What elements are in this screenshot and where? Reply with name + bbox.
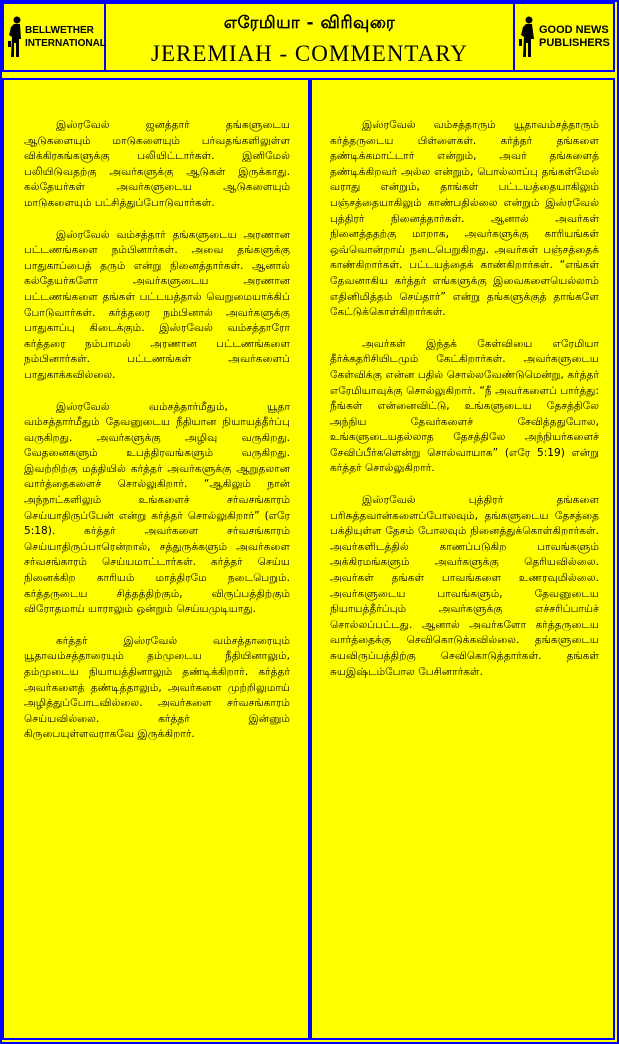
person-lamp-icon: [519, 15, 537, 59]
paragraph: இஸ்ரவேல் வம்சத்தார் தங்களுடைய அரணான பட்டணங்களை நம்பினார்கள். அவை தங்களுக்கு பாதுகாப்பைத் தரும் என்று நினைத்தார்கள். ஆனால் கல்தேயர்களோ அவர்களுடைய அரணான பட்டணங்களை தங்கள் பட்டயத்தால் வெறுமையாக்கிப் போடுவார்கள். கர்த்தரை நம்பினால் அவர்களுக்கு பாதுகாப்பு கிடைக்கும். இஸ்ரவேல் வம்சத்தாரோ கர்த்தரை நம்பாமல் அரணான பட்டணங்களை நம்பினார்கள். பட்டணங்கள் அவர்களைப் பாதுகாக்கவில்லை.: [24, 228, 290, 381]
paragraph: இஸ்ரவேல் வம்சத்தார்மீதும், யூதா வம்சத்தார்மீதும் தேவனுடைய நீதியான நியாயத்தீர்ப்பு வருகிறது. அவர்களுக்கு அழிவு வருகிறது. வேதனைகளும் உபத்திரவங்களும் வருகிறது. இவற்றிற்கு மத்தியில் கர்த்தர் அவர்களுக்கு ஆறுதலான வார்த்தைகளைச் சொல்லுகிறார். “ஆகிலும் நான் அந்நாட்களிலும் உங்களைச் சர்வசங்காரம் செய்யாதிருப்பேன் என்று கர்த்தர் சொல்லுகிறார்” (எரே 5:18). கர்த்தர் அவர்களை சர்வசங்காரம் செய்யாதிருப்பாரென்றால், சத்துருக்களும் அவர்களை சர்வசங்காரம் செய்யமாட்டார்கள். கர்த்தர் செய்ய நினைக்கிற காரியம் மாத்திரமே நடைபெறும். கர்த்தருடைய சித்தத்திற்கும், விருப்பத்திற்கும் விரோதமாய் யாராலும் ஒன்றும் செய்யமுடியாது.: [24, 400, 290, 616]
right-column: [310, 78, 615, 1040]
paragraph: இஸ்ரவேல் புத்திரர் தங்களை பரிசுத்தவான்களைப்போலவும், தங்களுடைய தேசத்தை பக்தியுள்ள தேசம் போலவும் நினைத்துக்கொள்கிறார்கள். அவர்களிடத்தில் காணப்படுகிற பாவங்களும் அக்கிரமங்களும் அவர்களுக்கு தெரியவில்லை. அவர்கள் தங்கள் பாவங்களை உணரவுமில்லை. அவர்களுடைய பாவங்களும், தேவனுடைய நியாயத்தீர்ப்பும் அவர்களுக்கு எச்சரிப்பாய்ச் சொல்லப்பட்டது. ஆனால் அவர்களோ கர்த்தருடைய வார்த்தைக்கு செவிகொடுக்கவில்லை. தங்களுடைய சுயவிருப்பத்திற்கு செவிகொடுத்தார்கள். தங்கள் சுயஇஷ்டம்போல பேசினார்கள்.: [330, 494, 599, 678]
title-tamil: எரேமியா - விரிவுரை: [223, 13, 396, 33]
paragraph: இஸ்ரவேல் ஜனத்தார் தங்களுடைய ஆடுகளையும் மாடுகளையும் பர்வதங்களிலுள்ள விக்கிரகங்களுக்கு பலியிட்டார்கள். இனிமேல் பலியிடுவதற்கு அவர்களுக்கு ஆடுகள் இருக்காது. கல்தேயர்கள் அவர்களுடைய ஆடுகளையும் மாடுகளையும் பட்சித்துப்போடுவார்கள்.: [24, 119, 290, 209]
paragraph: கர்த்தர் இஸ்ரவேல் வம்சத்தாரையும் யூதாவம்சத்தாரையும் தம்முடைய நீதியினாலும், தம்முடைய நியாயத்தினாலும் தண்டிக்கிறார். கர்த்தர் அவர்களைத் தண்டித்தாலும், அவர்களை முற்றிலுமாய் அழித்துப்போடவில்லை. அவர்களை சர்வசங்காரம் செய்யவில்லை. கர்த்தர் இன்னும் கிருபையுள்ளவராகவே இருக்கிறார்.: [24, 634, 290, 741]
logo-right-line2: PUBLISHERS: [539, 37, 610, 49]
paragraph: அவர்கள் இந்தக் கேள்வியை எரேமியா தீர்க்கதரிசியிடமும் கேட்கிறார்கள். அவர்களுடைய கேள்விக்கு என்ன பதில் சொல்லவேண்டுமென்று, கர்த்தர் எரேமியாவுக்கு சொல்லுகிறார். “நீ அவர்களைப் பார்த்து: நீங்கள் என்னைவிட்டு, உங்களுடைய தேசத்திலே அந்நிய தேவர்களைச் சேவித்ததுபோல, உங்களுடையதல்லாத தேசத்திலே அந்நியர்களைச் சேவிப்பீர்களென்று சொல்வாயாக” (எரே 5:19) என்று கர்த்தர் சொல்லுகிறார்.: [330, 337, 599, 475]
person-lamp-icon: [8, 15, 22, 59]
left-column: [2, 78, 310, 1040]
header-title: [106, 2, 513, 72]
logo-left-line1: BELLWETHER: [25, 25, 94, 36]
paragraph: இஸ்ரவேல் வம்சத்தாரும் யூதாவம்சத்தாரும் கர்த்தருடைய பிள்ளைகள். கர்த்தர் தங்களை தண்டிக்கமாட்டார் என்றும், அவர் தங்களைத் தண்டிக்கிறவர் அல்ல என்றும், பொல்லாப்பு தங்கள்மேல் வராது என்றும், தாங்கள் பட்டயத்தையாகிலும் பஞ்சத்தையாகிலும் காண்பதில்லை என்றும் இஸ்ரவேல் புத்திரர் நினைத்தார்கள். ஆனால் அவர்கள் நினைத்ததற்கு மாறாக, அவர்களுக்கு காரியங்கள் ஒவ்வொன்றாய் நடைபெறுகிறது. அவர்கள் பஞ்சத்தைக் காண்கிறார்கள். பட்டயத்தைக் காண்கிறார்கள். “எங்கள் தேவனாகிய கர்த்தர் எங்களுக்கு இவைகளையெல்லாம் எதினிமித்தம் செய்தார்” என்று தங்களுக்குத் தாங்களே கேட்டுக்கொள்கிறார்கள்.: [330, 119, 599, 319]
title-english: JEREMIAH - COMMENTARY: [151, 41, 468, 66]
logo-right-line1: GOOD NEWS: [539, 24, 609, 36]
logo-left-line2: INTERNATIONAL: [25, 38, 106, 49]
bellwether-logo: [2, 2, 106, 72]
good-news-logo: [513, 2, 615, 72]
